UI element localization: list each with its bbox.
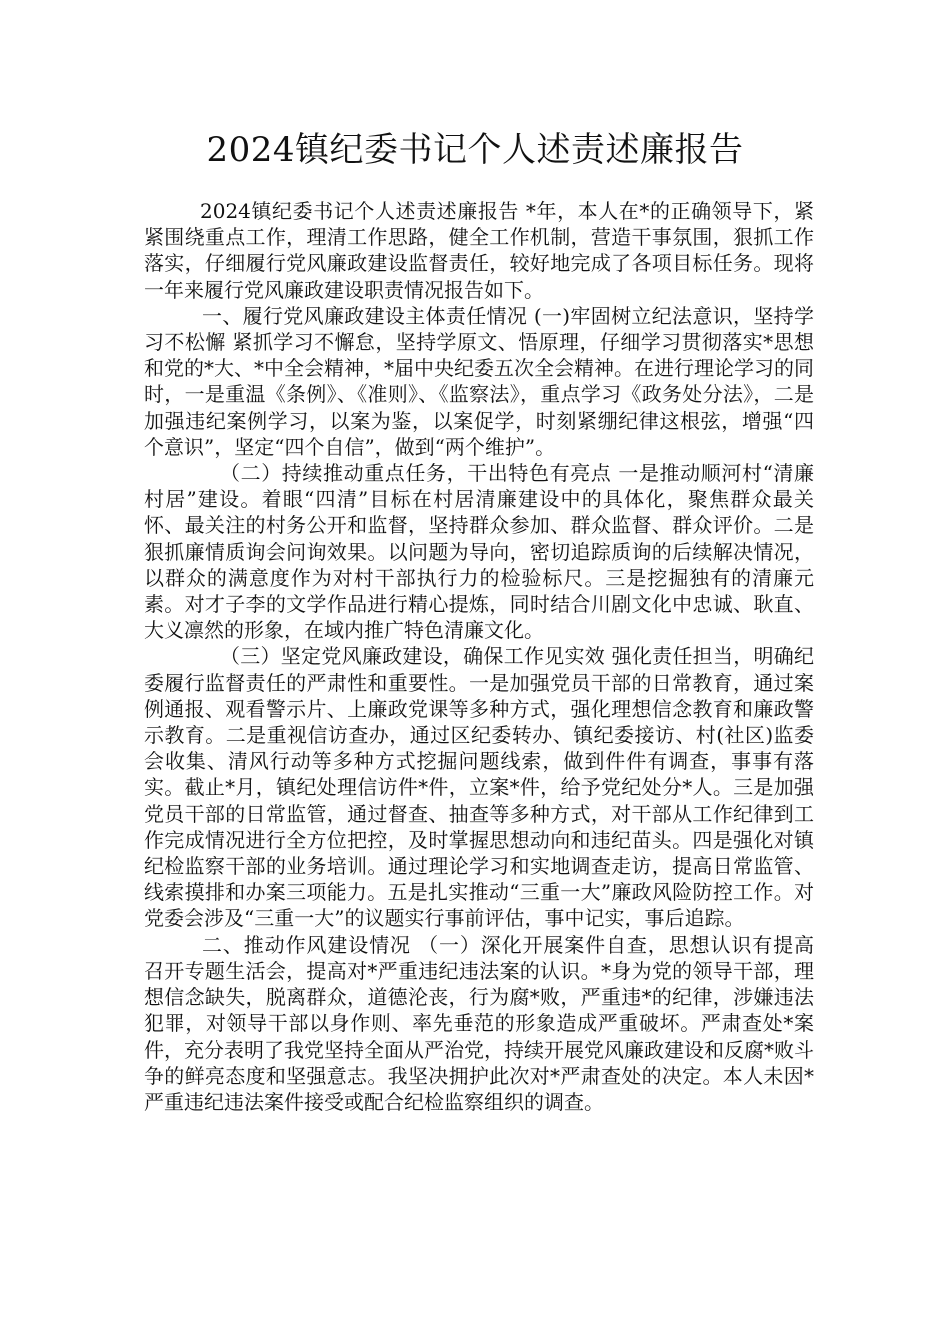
document-body <box>144 198 814 1115</box>
paragraph-section-1-2: （二）持续推动重点任务，干出特色有亮点 一是推动顺河村“清廉村居”建设。着眼“四清”目标在村居清廉建设中的具体化，聚焦群众最关怀、最关注的村务公开和监督，坚持群众参加、群众监督、群众评价。二是狠抓廉情质询会问询效果。以问题为导向，密切追踪质询的后续解决情况，以群众的满意度作为对村干部执行力的检验标尺。三是挖掘独有的清廉元素。对才子李的文学作品进行精心提炼，同时结合川剧文化中忠诚、耿直、大义凛然的形象，在域内推广特色清廉文化。 <box>144 461 814 643</box>
paragraph-section-1-3: （三）坚定党风廉政建设，确保工作见实效 强化责任担当，明确纪委履行监督责任的严肃性和重要性。一是加强党员干部的日常教育，通过案例通报、观看警示片、上廉政党课等多种方式，强化理想信念教育和廉政警示教育。二是重视信访查办，通过区纪委转办、镇纪委接访、村(社区)监委会收集、清风行动等多种方式挖掘问题线索，做到件件有调查，事事有落实。截止*月，镇纪处理信访件*件，立案*件，给予党纪处分*人。三是加强党员干部的日常监管，通过督查、抽查等多种方式，对干部从工作纪律到工作完成情况进行全方位把控，及时掌握思想动向和违纪苗头。四是强化对镇纪检监察干部的业务培训。通过理论学习和实地调查走访，提高日常监管、线索摸排和办案三项能力。五是扎实推动“三重一大”廉政风险防控工作。对党委会涉及“三重一大”的议题实行事前评估，事中记实，事后追踪。 <box>144 644 814 931</box>
paragraph-section-2-1: 二、推动作风建设情况 （一）深化开展案件自查，思想认识有提高 召开专题生活会，提高对*严重违纪违法案的认识。*身为党的领导干部，理想信念缺失，脱离群众，道德沦丧，行为腐*败，严重违*的纪律，涉嫌违法犯罪，对领导干部以身作则、率先垂范的形象造成严重破坏。严肃查处*案件，充分表明了我党坚持全面从严治党，持续开展党风廉政建设和反腐*败斗争的鲜亮态度和坚强意志。我坚决拥护此次对*严肃查处的决定。本人未因*严重违纪违法案件接受或配合纪检监察组织的调查。 <box>144 932 814 1114</box>
document-title: 2024镇纪委书记个人述责述廉报告 <box>206 130 744 170</box>
paragraph-intro: 2024镇纪委书记个人述责述廉报告 *年，本人在*的正确领导下，紧紧围绕重点工作，理清工作思路，健全工作机制，营造干事氛围，狠抓工作落实，仔细履行党风廉政建设监督责任，较好地完成了各项目标任务。现将一年来履行党风廉政建设职责情况报告如下。 <box>144 199 814 302</box>
paragraph-section-1-1: 一、履行党风廉政建设主体责任情况 (一)牢固树立纪法意识，坚持学习不松懈 紧抓学习不懈怠，坚持学原文、悟原理，仔细学习贯彻落实*思想和党的*大、*中全会精神，*届中央纪委五次全会精神。在进行理论学习的同时，一是重温《条例》、《准则》、《监察法》，重点学习《政务处分法》，二是加强违纪案例学习，以案为鉴，以案促学，时刻紧绷纪律这根弦，增强“四个意识”，坚定“四个自信”，做到“两个维护”。 <box>144 303 814 459</box>
